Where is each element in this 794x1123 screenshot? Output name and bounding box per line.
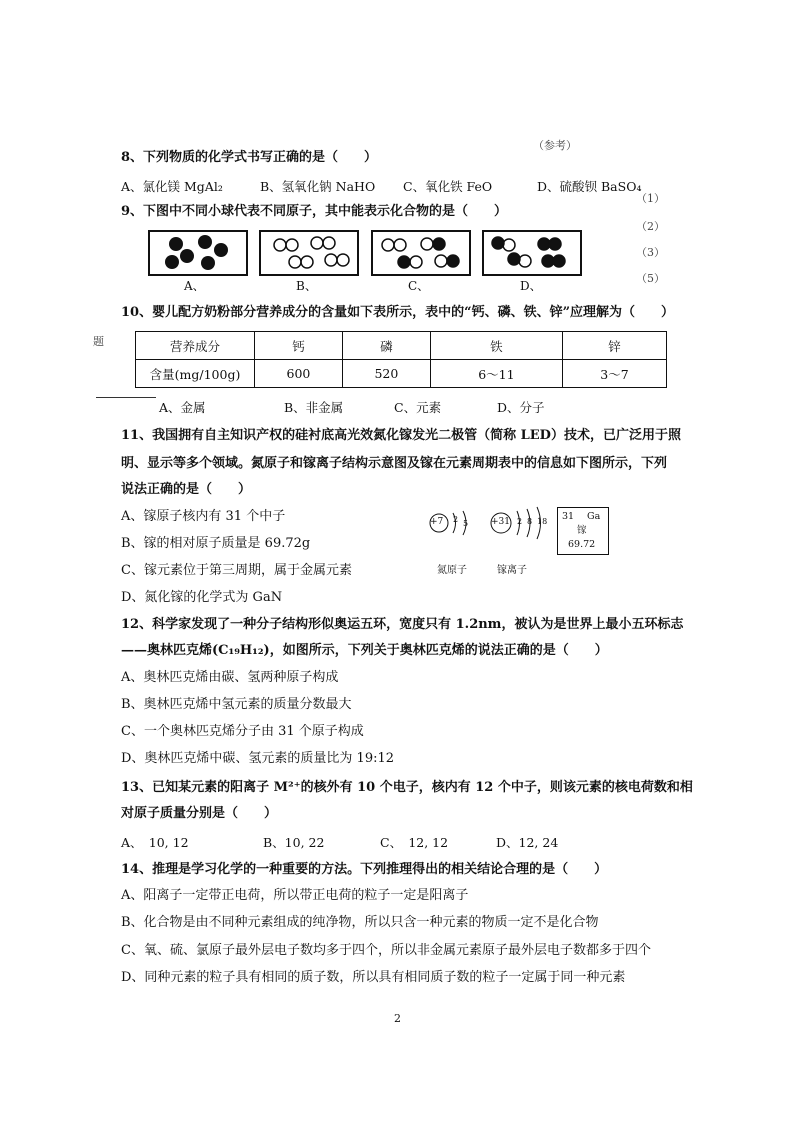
molecule-label-d: D、 (520, 279, 542, 293)
ga-shell-3: 18 (537, 517, 548, 526)
margin-mark: （5） (636, 272, 665, 285)
question-13-options (121, 833, 601, 851)
question-12-option-d: D、奥林匹克烯中碳、氢元素的质量比为 19:12 (121, 751, 395, 766)
molecule-box-b (259, 230, 359, 276)
option-c: C、氧化铁 FeO (403, 179, 493, 194)
n-shell-1: 2 (453, 515, 459, 524)
molecule-box-d (482, 230, 582, 276)
n-shell-2: 5 (463, 519, 469, 528)
table-header-row (136, 332, 667, 360)
ga-shell-1: 2 (517, 517, 523, 526)
n-nucleus: +7 (430, 517, 444, 527)
table-cell: 3～7 (562, 360, 666, 388)
option-b: B、氢氧化钠 NaHO (260, 179, 376, 194)
question-11-option-d: D、氮化镓的化学式为 GaN (121, 590, 283, 605)
question-11-stem-line2: 明、显示等多个领域。氮原子和镓离子结构示意图及镓在元素周期表中的信息如下图所示，下列 (121, 456, 668, 471)
margin-mark: （1） (636, 192, 665, 205)
ga-ion-caption: 镓离子 (497, 565, 527, 576)
margin-mark: （2） (636, 220, 665, 233)
molecule-b-diagram (261, 232, 357, 274)
option-a: A、金属 (159, 400, 206, 415)
option-c: C、 12, 12 (380, 835, 449, 850)
table-cell: 600 (255, 360, 343, 388)
table-row (136, 360, 667, 388)
molecule-a-diagram (150, 232, 246, 274)
molecule-box-a (148, 230, 248, 276)
option-d: D、硫酸钡 BaSO₄ (537, 179, 642, 194)
ga-nucleus: +31 (491, 517, 510, 527)
question-12-option-a: A、奥林匹克烯由碳、氢两种原子构成 (121, 670, 339, 685)
molecule-c-diagram (373, 232, 469, 274)
option-d: D、分子 (497, 400, 545, 415)
n-atom-caption: 氮原子 (437, 565, 467, 576)
question-14-option-c: C、氧、硫、氯原子最外层电子数均多于四个，所以非金属元素原子最外层电子数都多于四个 (121, 943, 651, 958)
atom-structure-figure (425, 503, 625, 583)
question-11-option-c: C、镓元素位于第三周期，属于金属元素 (121, 563, 352, 578)
periodic-table-card (557, 507, 609, 555)
question-11-option-b: B、镓的相对原子质量是 69.72g (121, 536, 311, 551)
table-cell: 磷 (342, 332, 430, 360)
option-b: B、10, 22 (263, 835, 325, 850)
element-name: 镓 (577, 525, 587, 536)
question-12-stem-line1: 12、科学家发现了一种分子结构形似奥运五环，宽度只有 1.2nm，被认为是世界上最小五环标志 (121, 617, 684, 632)
table-cell: 锌 (562, 332, 666, 360)
question-9-stem: 9、下图中不同小球代表不同原子，其中能表示化合物的是（ ） (121, 204, 508, 219)
option-d: D、12, 24 (496, 835, 559, 850)
molecule-label-a: A、 (184, 279, 205, 293)
question-11-stem-line1: 11、我国拥有自主知识产权的硅衬底高光效氮化镓发光二极管（简称 LED）技术，已广泛用于照 (121, 428, 681, 443)
question-11-stem-line3: 说法正确的是（ ） (121, 482, 252, 497)
atomic-number: 31 (562, 511, 575, 522)
question-8-stem: 8、下列物质的化学式书写正确的是（ ） (121, 150, 378, 165)
option-a: A、氯化镁 MgAl₂ (121, 179, 223, 194)
ga-shell-2: 8 (527, 517, 533, 526)
question-14-option-b: B、化合物是由不同种元素组成的纯净物，所以只含一种元素的物质一定不是化合物 (121, 915, 599, 930)
question-14-option-a: A、阳离子一定带正电荷，所以带正电荷的粒子一定是阳离子 (121, 888, 469, 903)
question-14-option-d: D、同种元素的粒子具有相同的质子数，所以具有相同质子数的粒子一定属于同一种元素 (121, 970, 626, 985)
nutrition-table (135, 331, 667, 388)
molecule-d-diagram (484, 232, 580, 274)
table-cell: 520 (342, 360, 430, 388)
question-14-stem: 14、推理是学习化学的一种重要的方法。下列推理得出的相关结论合理的是（ ） (121, 862, 608, 877)
element-symbol: Ga (587, 511, 601, 522)
question-13-stem-line2: 对原子质量分别是（ ） (121, 806, 278, 821)
table-cell: 营养成分 (136, 332, 255, 360)
molecule-label-c: C、 (408, 279, 430, 293)
atom-diagrams (425, 503, 555, 555)
question-10-stem: 10、婴儿配方奶粉部分营养成分的含量如下表所示，表中的“钙、磷、铁、锌”应理解为（ ） (121, 305, 675, 320)
question-11-option-a: A、镓原子核内有 31 个中子 (121, 509, 286, 524)
question-12-option-b: B、奥林匹克烯中氢元素的质量分数最大 (121, 697, 352, 712)
scan-rule (96, 397, 156, 398)
molecule-box-c (371, 230, 471, 276)
molecule-label-b: B、 (296, 279, 317, 293)
atomic-mass: 69.72 (568, 539, 596, 550)
question-8-options (121, 177, 681, 195)
question-13-stem-line1: 13、已知某元素的阳离子 M²⁺的核外有 10 个电子，核内有 12 个中子，则该元素的核电荷数和相 (121, 780, 693, 795)
table-cell: 含量(mg/100g) (136, 360, 255, 388)
question-12-option-c: C、一个奥林匹克烯分子由 31 个原子构成 (121, 724, 364, 739)
table-cell: 6～11 (430, 360, 562, 388)
table-cell: 钙 (255, 332, 343, 360)
option-b: B、非金属 (284, 400, 344, 415)
margin-mark: 题 (93, 335, 104, 348)
page-number: 2 (394, 1012, 401, 1025)
option-a: A、 10, 12 (121, 835, 189, 850)
option-c: C、元素 (394, 400, 442, 415)
table-cell: 铁 (430, 332, 562, 360)
margin-mark: （3） (636, 246, 665, 259)
question-10-options (159, 398, 579, 416)
margin-mark: （参考） (533, 139, 577, 152)
question-12-stem-line2: ——奥林匹克烯(C₁₉H₁₂)，如图所示，下列关于奥林匹克烯的说法正确的是（ ） (121, 643, 608, 658)
